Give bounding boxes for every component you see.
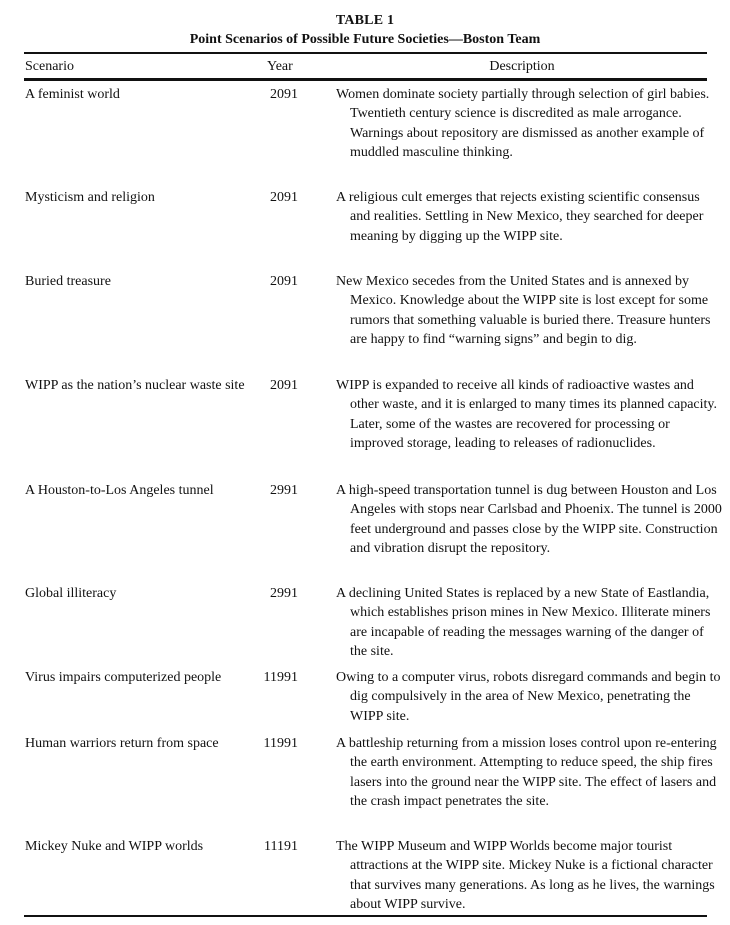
column-header-description: Description xyxy=(489,59,555,74)
scenario-cell: WIPP as the nation’s nuclear waste site xyxy=(25,378,245,393)
year-cell: 2991 xyxy=(270,483,298,498)
table-label: TABLE 1 xyxy=(335,13,395,28)
bottom-rule xyxy=(24,915,707,917)
scenario-cell: A Houston-to-Los Angeles tunnel xyxy=(25,483,214,498)
year-cell: 2091 xyxy=(270,87,298,102)
year-cell: 11991 xyxy=(263,670,298,685)
description-cell: Women dominate society partially through selection of girl babies. Twentieth century science is discredited as male arrogance. Warnings about repository are dismissed as another example of muddled masculine thinking. xyxy=(336,87,710,161)
description-cell: New Mexico secedes from the United States and is annexed by Mexico. Knowledge about the WIPP site is lost except for some rumors that something valuable is buried there. Treasure hunters are happy to find “warning signs” and begin to dig. xyxy=(336,274,711,348)
description-cell: A religious cult emerges that rejects existing scientific consensus and realities. Settling in New Mexico, they searched for deeper meaning by digging up the WIPP site. xyxy=(336,190,704,244)
scenario-cell: Buried treasure xyxy=(25,274,111,289)
scenario-cell: Human warriors return from space xyxy=(25,736,219,751)
description-cell: A declining United States is replaced by a new State of Eastlandia, which establishes prison mines in New Mexico. Illiterate miners are incapable of reading the messages warning of the danger of the site. xyxy=(336,586,711,660)
header-rule xyxy=(24,78,707,81)
scenario-cell: Mickey Nuke and WIPP worlds xyxy=(25,839,204,854)
year-cell: 2091 xyxy=(270,274,298,289)
description-cell: Owing to a computer virus, robots disregard commands and begin to dig compulsively in the area of New Mexico, penetrating the WIPP site. xyxy=(336,670,721,724)
description-cell: A high-speed transportation tunnel is dug between Houston and Los Angeles with stops near Carlsbad and Phoenix. The tunnel is 2000 feet underground and passes close by the WIPP site. Construction and vibration disrupt the repository. xyxy=(336,483,722,557)
column-header-scenario: Scenario xyxy=(25,59,74,74)
column-header-year: Year xyxy=(267,59,293,74)
table-caption: Point Scenarios of Possible Future Societies—Boston Team xyxy=(189,32,541,47)
year-cell: 11991 xyxy=(263,736,298,751)
description-cell: A battleship returning from a mission loses control upon re-entering the earth environment. Attempting to reduce speed, the ship fires lasers into the ground near the WIPP site. The effect of lasers and the crash impact penetrates the site. xyxy=(336,736,717,810)
scenario-cell: A feminist world xyxy=(25,87,120,102)
year-cell: 2091 xyxy=(270,378,298,393)
description-cell: WIPP is expanded to receive all kinds of radioactive wastes and other waste, and it is enlarged to many times its planned capacity. Later, some of the wastes are recovered for processing or improved storage, leading to releases of radionuclides. xyxy=(336,378,718,452)
year-cell: 2991 xyxy=(270,586,298,601)
top-rule xyxy=(24,52,707,54)
scenario-cell: Virus impairs computerized people xyxy=(25,670,222,685)
description-cell: The WIPP Museum and WIPP Worlds become major tourist attractions at the WIPP site. Mickey Nuke is a fictional character that survives many generations. As long as he lives, the warnings about WIPP survive. xyxy=(336,839,715,913)
scenario-cell: Mysticism and religion xyxy=(25,190,155,205)
scenario-cell: Global illiteracy xyxy=(25,586,117,601)
year-cell: 2091 xyxy=(270,190,298,205)
year-cell: 11191 xyxy=(264,839,298,854)
